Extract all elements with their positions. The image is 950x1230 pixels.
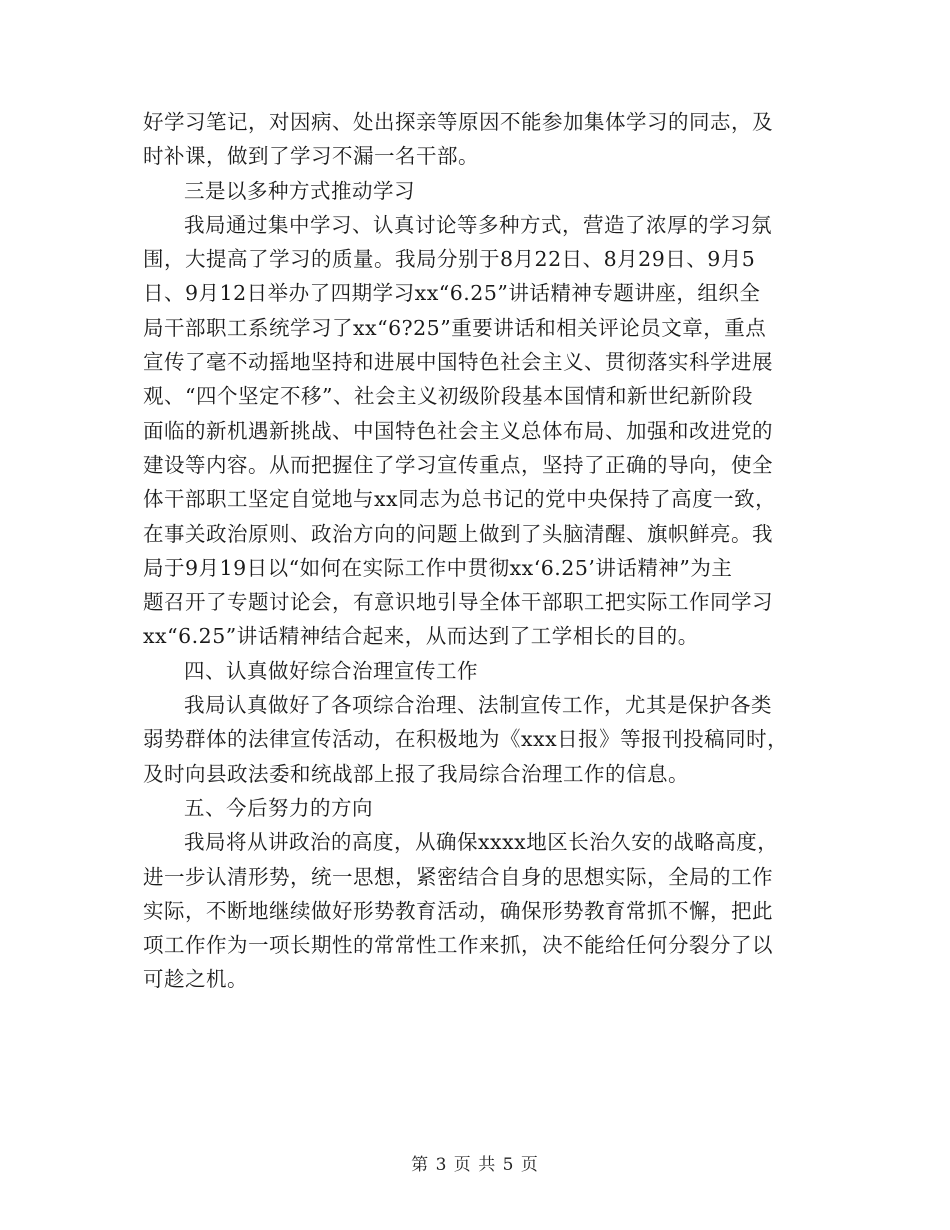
text-line: 局于9月19日以“如何在实际工作中贯彻xx‘6.25’讲话精神”为主 bbox=[143, 555, 733, 580]
text-line: 五、今后努力的方向 bbox=[184, 795, 373, 820]
text-line: 四、认真做好综合治理宣传工作 bbox=[184, 658, 478, 683]
text-line: 弱势群体的法律宣传活动，在积极地为《xxx日报》等报刊投稿同时， bbox=[143, 727, 789, 752]
text-line: 时补课，做到了学习不漏一名干部。 bbox=[143, 144, 479, 169]
page-number-footer: 第 3 页 共 5 页 bbox=[411, 1155, 539, 1175]
text-line: 实际，不断地继续做好形势教育活动，确保形势教育常抓不懈，把此 bbox=[143, 898, 773, 923]
text-line: 面临的新机遇新挑战、中国特色社会主义总体布局、加强和改进党的 bbox=[143, 418, 773, 443]
text-line: 我局通过集中学习、认真讨论等多种方式，营造了浓厚的学习氛 bbox=[184, 212, 772, 237]
text-line: 在事关政治原则、政治方向的问题上做到了头脑清醒、旗帜鲜亮。我 bbox=[143, 521, 773, 546]
text-line: xx“6.25”讲话精神结合起来，从而达到了工学相长的目的。 bbox=[143, 624, 699, 649]
text-line: 建设等内容。从而把握住了学习宣传重点，坚持了正确的导向，使全 bbox=[143, 452, 773, 477]
text-line: 围，大提高了学习的质量。我局分别于8月22日、8月29日、9月5 bbox=[143, 247, 756, 272]
text-line: 进一步认清形势，统一思想，紧密结合自身的思想实际，全局的工作 bbox=[143, 864, 773, 889]
text-line: 三是以多种方式推动学习 bbox=[184, 178, 415, 203]
text-line: 及时向县政法委和统战部上报了我局综合治理工作的信息。 bbox=[143, 761, 689, 786]
text-line: 日、9月12日举办了四期学习xx“6.25”讲话精神专题讲座，组织全 bbox=[143, 281, 761, 306]
text-line: 体干部职工坚定自觉地与xx同志为总书记的党中央保持了高度一致， bbox=[143, 487, 777, 512]
text-line: 我局认真做好了各项综合治理、法制宣传工作，尤其是保护各类 bbox=[184, 693, 772, 718]
text-line: 宣传了毫不动摇地坚持和进展中国特色社会主义、贯彻落实科学进展 bbox=[143, 350, 773, 375]
text-line: 我局将从讲政治的高度，从确保xxxx地区长治久安的战略高度， bbox=[184, 830, 779, 855]
text-line: 局干部职工系统学习了xx“6?25”重要讲话和相关评论员文章，重点 bbox=[143, 315, 767, 340]
text-line: 好学习笔记，对因病、处出探亲等原因不能参加集体学习的同志，及 bbox=[143, 110, 773, 134]
text-line: 题召开了专题讨论会，有意识地引导全体干部职工把实际工作同学习 bbox=[143, 590, 773, 615]
text-line: 观、“四个坚定不移”、社会主义初级阶段基本国情和新世纪新阶段 bbox=[143, 384, 753, 409]
text-line: 可趁之机。 bbox=[143, 967, 248, 992]
document-body bbox=[143, 105, 803, 997]
text-line: 项工作作为一项长期性的常常性工作来抓，决不能给任何分裂分了以 bbox=[143, 933, 773, 958]
